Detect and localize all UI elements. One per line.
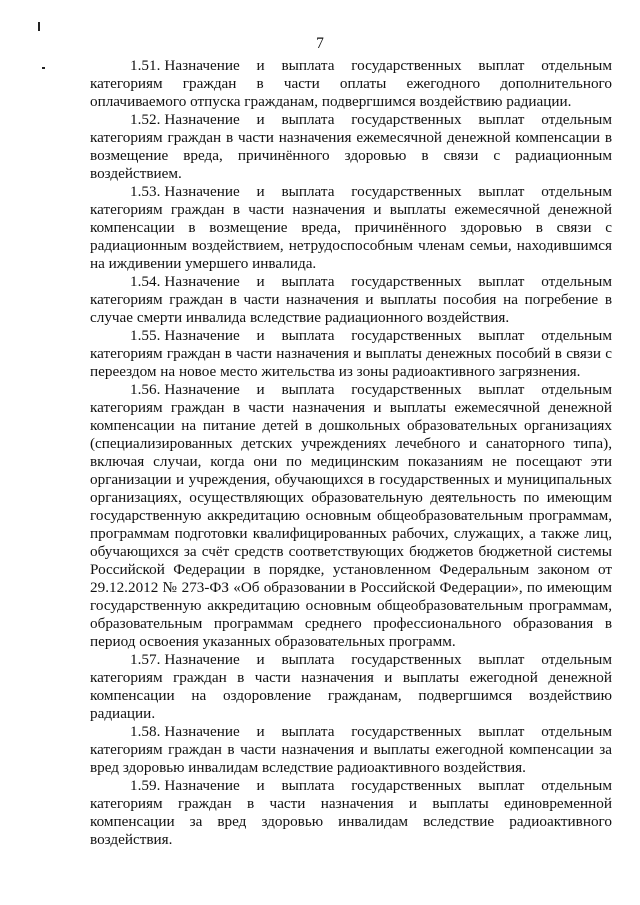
item-text: Назначение и выплата государственных выплат отдельным категориям граждан в части оплаты ежегодного дополнительного оплачиваемого отпуска гражданам, подвергшимся воздействию радиации. (90, 57, 612, 110)
item-number: 1.53. (130, 183, 161, 200)
list-item-1-59 (90, 777, 612, 849)
scan-artifact-dash (42, 67, 45, 69)
item-number: 1.59. (130, 777, 161, 794)
item-text: Назначение и выплата государственных выплат отдельным категориям граждан в части назначения и выплаты ежемесячной денежной компенсации на питание детей в дошкольных образовательных организациях (специализированных детских учреждениях лечебного и санаторного типа), включая случаи, когда они по медицинским показаниям не посещают эти организации и учреждения, обучающихся в государственных и муниципальных организациях, осуществляющих образовательную деятельность по имеющим государственную аккредитацию основным общеобразовательным программам, программам подготовки квалифицированных рабочих, служащих, а также лиц, обучающихся за счёт средств соответствующих бюджетов бюджетной системы Российской Федерации в порядке, установленном Федеральным законом от 29.12.2012 № 273-ФЗ «Об образовании в Российской Федерации», по имеющим государственную аккредитацию основным общеобразовательным программам, образовательным программам среднего профессионального образования в период освоения указанных образовательных программ. (90, 381, 612, 650)
item-text: Назначение и выплата государственных выплат отдельным категориям граждан в части назначения и выплаты ежемесячной денежной компенсации в возмещение вреда, причинённого здоровью в связи с радиационным воздействием, нетрудоспособным членам семьи, находившимся на иждивении умершего инвалида. (90, 183, 612, 272)
item-number: 1.55. (130, 327, 161, 344)
item-text: Назначение и выплата государственных выплат отдельным категориям граждан в части назначения и выплаты единовременной компенсации за вред здоровью инвалидам вследствие радиоактивного воздействия. (90, 777, 612, 848)
item-text: Назначение и выплата государственных выплат отдельным категориям граждан в части назначения и выплаты ежегодной денежной компенсации на оздоровление гражданам, подвергшимся воздействию радиации. (90, 651, 612, 722)
list-item-1-54 (90, 273, 612, 327)
item-number: 1.54. (130, 273, 161, 290)
list-item-1-55 (90, 327, 612, 381)
list-item-1-51 (90, 57, 612, 111)
list-item-1-53 (90, 183, 612, 273)
item-text: Назначение и выплата государственных выплат отдельным категориям граждан в части назначения ежемесячной денежной компенсации в возмещение вреда, причинённого здоровью в связи с радиационным воздействием. (90, 111, 612, 182)
list-item-1-56 (90, 381, 612, 651)
item-text: Назначение и выплата государственных выплат отдельным категориям граждан в части назначения и выплаты пособия на погребение в случае смерти инвалида вследствие радиационного воздействия. (90, 273, 612, 326)
list-item-1-58 (90, 723, 612, 777)
item-number: 1.58. (130, 723, 161, 740)
scan-artifact-mark (38, 22, 40, 31)
item-number: 1.56. (130, 381, 161, 398)
page-number: 7 (316, 35, 324, 52)
item-text: Назначение и выплата государственных выплат отдельным категориям граждан в части назначения и выплаты ежегодной компенсации за вред здоровью инвалидам вследствие радиоактивного воздействия. (90, 723, 612, 776)
list-item-1-52 (90, 111, 612, 183)
list-item-1-57 (90, 651, 612, 723)
item-number: 1.57. (130, 651, 161, 668)
item-number: 1.51. (130, 57, 161, 74)
item-text: Назначение и выплата государственных выплат отдельным категориям граждан в части назначения и выплаты денежных пособий в связи с переездом на новое место жительства из зоны радиоактивного загрязнения. (90, 327, 612, 380)
document-body (90, 57, 612, 849)
item-number: 1.52. (130, 111, 161, 128)
